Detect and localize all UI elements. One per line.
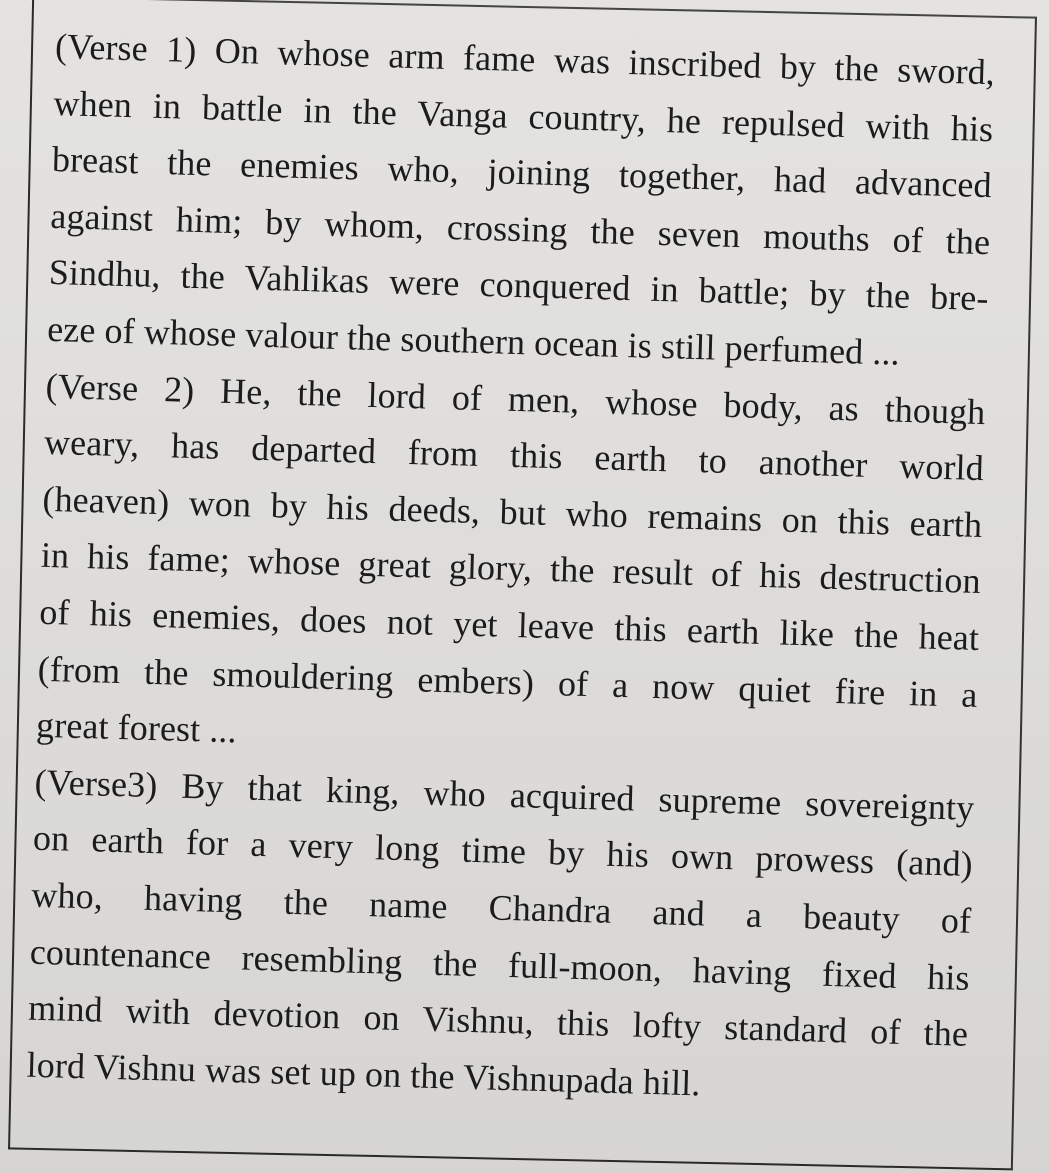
text-line: Sindhu, the Vahlikas were conquered in battle; by the bre- bbox=[48, 252, 990, 319]
text-line: (from the smouldering embers) of a now quiet fire in a bbox=[37, 648, 979, 715]
text-line: (heaven) won by his deeds, but who remains on this earth bbox=[42, 478, 983, 545]
text-line: eze of whose valour the southern ocean is still perfumed ... bbox=[46, 308, 901, 373]
text-line: on earth for a very long time by his own prowess (and) bbox=[32, 818, 974, 885]
text-line: against him; by whom, crossing the seven mouths of the bbox=[49, 195, 991, 262]
text-line: countenance resembling the full-moon, having fixed his bbox=[29, 931, 971, 998]
text-line: of his enemies, does not yet leave this earth like the heat bbox=[38, 591, 980, 658]
text-line: when in battle in the Vanga country, he repulsed with his bbox=[53, 82, 994, 149]
text-line: who, having the name Chandra and a beauty of bbox=[30, 874, 972, 941]
text-line: (Verse 2) He, the lord of men, whose body, as though bbox=[45, 365, 986, 432]
text-line: in his fame; whose great glory, the result of his destruction bbox=[40, 535, 982, 602]
inscription-text-block bbox=[26, 18, 996, 1119]
text-line: breast the enemies who, joining together, had advanced bbox=[51, 139, 993, 206]
text-line: (Verse 1) On whose arm fame was inscribed by the sword, bbox=[54, 25, 996, 93]
text-line: mind with devotion on Vishnu, this lofty standard of the bbox=[27, 987, 969, 1054]
text-line: (Verse3) By that king, who acquired supreme sovereignty bbox=[34, 761, 975, 828]
text-line: great forest ... bbox=[35, 704, 238, 751]
text-line: lord Vishnu was set up on the Vishnupada hill. bbox=[26, 1044, 701, 1104]
text-line: weary, has departed from this earth to another world bbox=[43, 421, 985, 489]
